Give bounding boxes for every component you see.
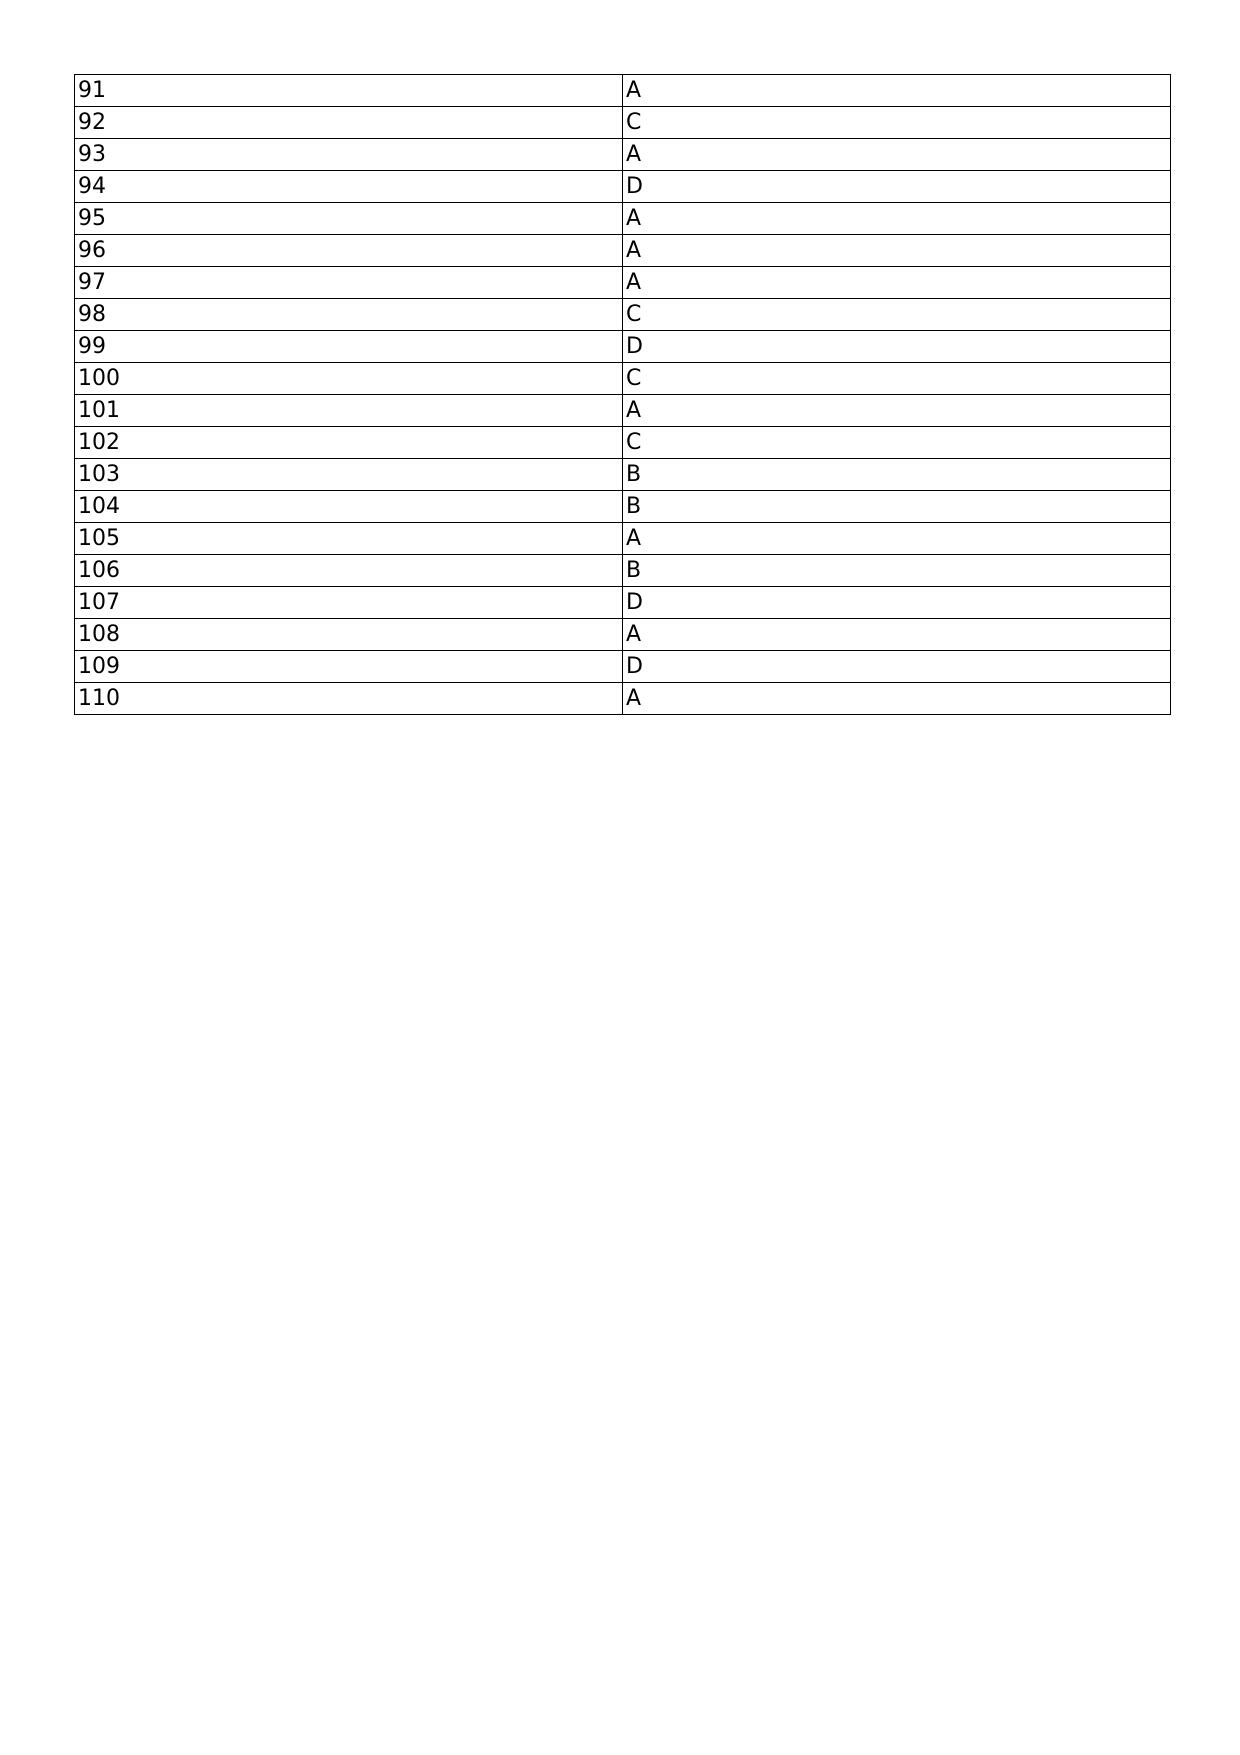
answer-cell: B [623,459,1171,491]
table-row [75,683,1171,715]
question-number-cell: 100 [75,363,623,395]
answer-cell: C [623,107,1171,139]
question-number-cell: 91 [75,75,623,107]
table-row [75,587,1171,619]
answer-cell: A [623,235,1171,267]
question-number-cell: 93 [75,139,623,171]
question-number-cell: 103 [75,459,623,491]
table-row [75,267,1171,299]
answer-cell: A [623,395,1171,427]
table-row [75,139,1171,171]
question-number-cell: 102 [75,427,623,459]
answer-cell: A [623,267,1171,299]
table-row [75,619,1171,651]
question-number-cell: 106 [75,555,623,587]
table-row [75,299,1171,331]
question-number-cell: 99 [75,331,623,363]
table-row [75,107,1171,139]
question-number-cell: 97 [75,267,623,299]
question-number-cell: 108 [75,619,623,651]
table-row [75,203,1171,235]
table-row [75,491,1171,523]
answer-cell: C [623,427,1171,459]
answer-key-table [74,74,1171,715]
answer-cell: A [623,683,1171,715]
answer-cell: D [623,587,1171,619]
table-row [75,427,1171,459]
question-number-cell: 94 [75,171,623,203]
answer-cell: A [623,75,1171,107]
table-row [75,75,1171,107]
answer-cell: A [623,203,1171,235]
answer-key-body [75,75,1171,715]
question-number-cell: 105 [75,523,623,555]
table-row [75,651,1171,683]
answer-cell: D [623,651,1171,683]
table-row [75,171,1171,203]
table-row [75,459,1171,491]
question-number-cell: 110 [75,683,623,715]
table-row [75,331,1171,363]
answer-cell: A [623,619,1171,651]
question-number-cell: 101 [75,395,623,427]
table-row [75,523,1171,555]
answer-cell: A [623,139,1171,171]
answer-cell: C [623,299,1171,331]
table-row [75,395,1171,427]
answer-cell: B [623,555,1171,587]
question-number-cell: 98 [75,299,623,331]
question-number-cell: 109 [75,651,623,683]
table-row [75,235,1171,267]
answer-cell: A [623,523,1171,555]
question-number-cell: 96 [75,235,623,267]
answer-cell: C [623,363,1171,395]
table-row [75,555,1171,587]
question-number-cell: 92 [75,107,623,139]
answer-cell: D [623,331,1171,363]
answer-cell: D [623,171,1171,203]
answer-cell: B [623,491,1171,523]
question-number-cell: 95 [75,203,623,235]
table-row [75,363,1171,395]
question-number-cell: 107 [75,587,623,619]
question-number-cell: 104 [75,491,623,523]
